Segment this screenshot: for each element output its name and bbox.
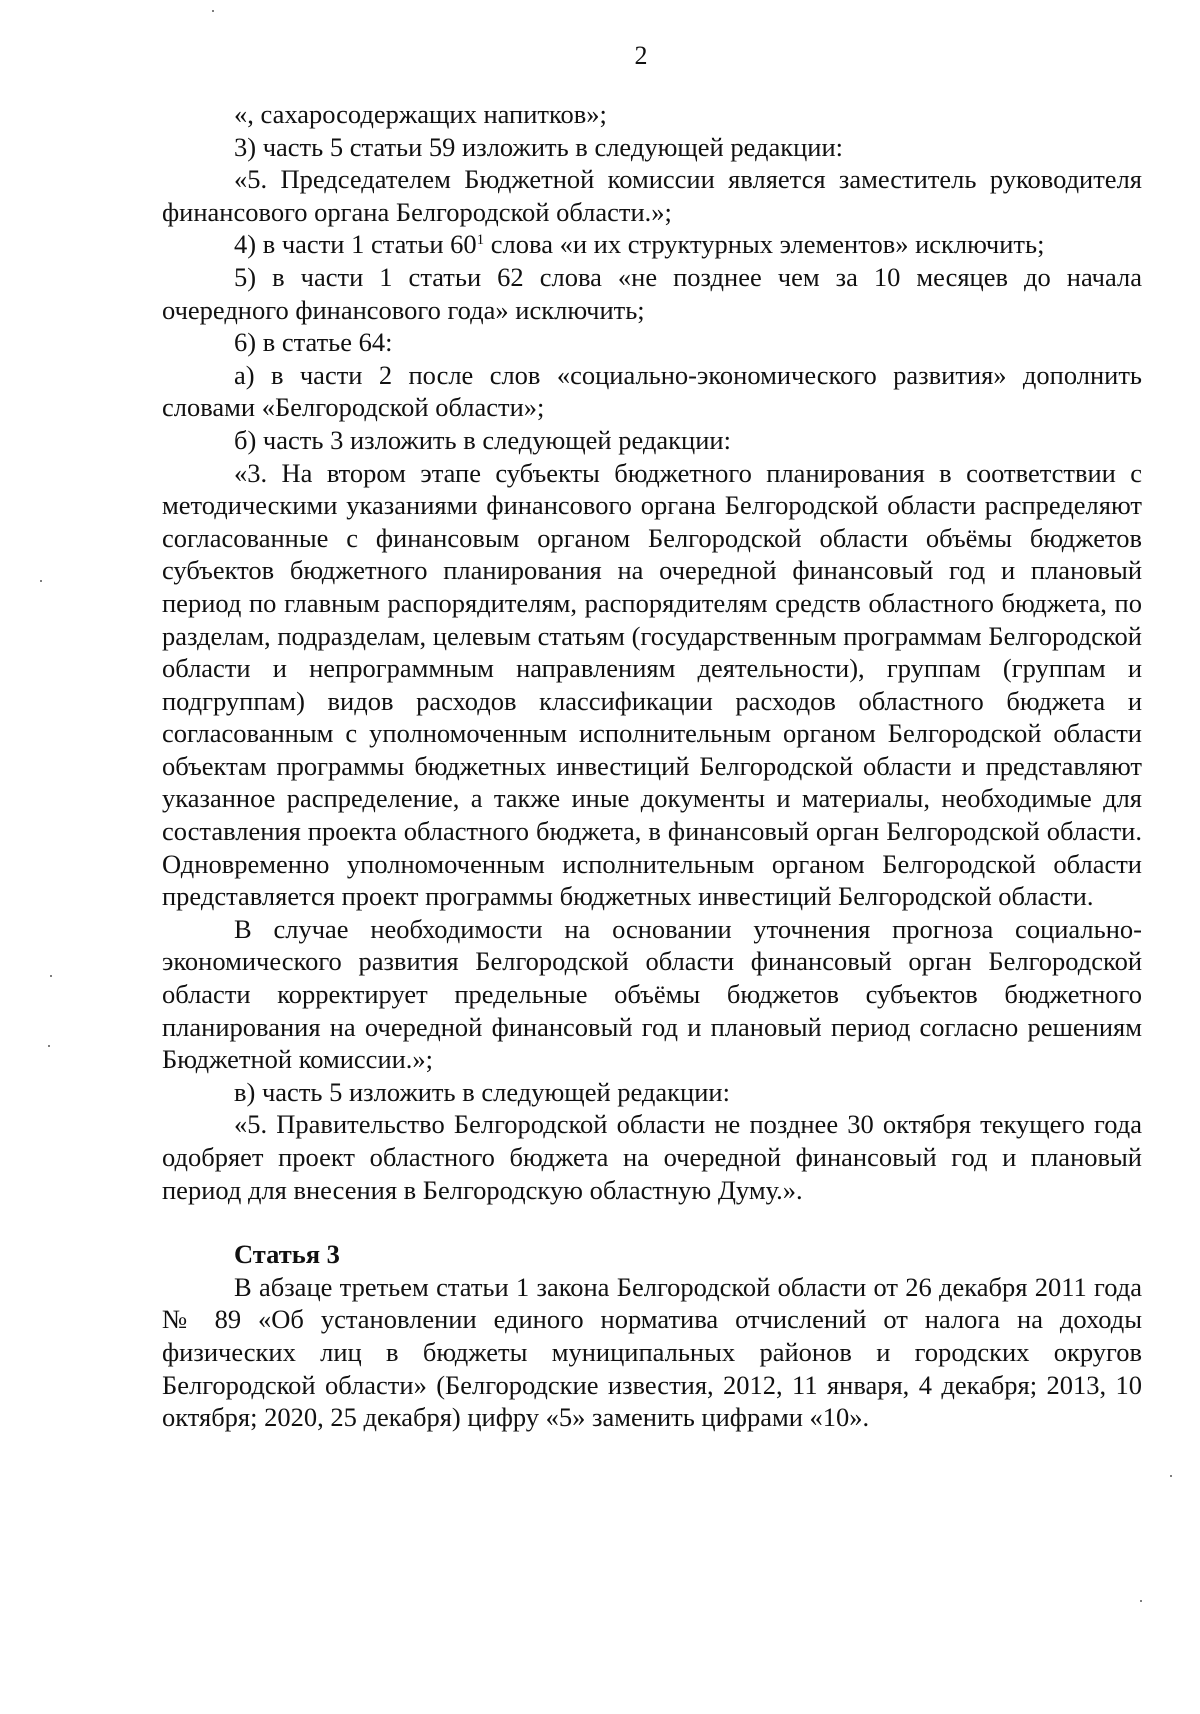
page-number: 2 — [634, 41, 648, 70]
scan-speck — [40, 580, 42, 582]
paragraph-item-6v: в) часть 5 изложить в следующей редакции: — [234, 1076, 730, 1107]
paragraph-item-4 — [162, 228, 1142, 261]
paragraph-article-3-text: В абзаце третьем статьи 1 закона Белгородской области от 26 декабря 2011 года № 89 «Об установлении единого норматива отчислений от налога на доходы физических лиц в бюджеты муниципальных районов и городских округов Белгородской области» (Белгородские известия, 2012, 11 января, 4 декабря; 2013, 10 октября; 2020, 25 декабря) цифру «5» заменить цифрами «10». — [162, 1271, 1142, 1433]
paragraph-part-3-text: «3. На втором этапе субъекты бюджетного планирования в соответствии с методическими указаниями финансового органа Белгородской области распределяют согласованные с финансовым органом Белгородской области объёмы бюджетов субъектов бюджетного планирования на очередной финансовый год и плановый период по главным распорядителям, распорядителям средств областного бюджета, по разделам, подразделам, целевым статьям (государственным программам Белгородской области и непрограммным направлениям деятельности), группам (группам и подгруппам) видов расходов классификации расходов областного бюджета и согласованным с уполномоченным исполнительным органом Белгородской области объектам программы бюджетных инвестиций Белгородской области и представляют указанное распределение, а также иные документы и материалы, необходимые для составления проекта областного бюджета, в финансовый орган Белгородской области. Одновременно уполномоченным исполнительным органом Белгородской области представляется проект программы бюджетных инвестиций Белгородской области. — [162, 457, 1142, 912]
scan-speck — [48, 1045, 50, 1047]
paragraph-item-6b: б) часть 3 изложить в следующей редакции: — [234, 424, 731, 455]
paragraph-part-5-government: «5. Правительство Белгородской области не позднее 30 октября текущего года одобряет проект областного бюджета на очередной финансовый год и плановый период для внесения в Белгородскую областную Думу.». — [162, 1109, 1142, 1205]
scan-speck — [1170, 1475, 1172, 1477]
paragraph-item-6a: а) в части 2 после слов «социально-экономического развития» дополнить словами «Белгородской области»; — [162, 359, 1142, 423]
scan-speck — [212, 10, 214, 12]
document-body — [162, 98, 1142, 1434]
article-3-heading: Статья 3 — [234, 1239, 340, 1270]
paragraph-sugar-drinks: «, сахаросодержащих напитков»; — [234, 99, 607, 129]
article-superscript: 1 — [476, 232, 485, 249]
paragraph-item-6: 6) в статье 64: — [234, 327, 393, 358]
paragraph-item-3: 3) часть 5 статьи 59 изложить в следующей редакции: — [234, 131, 844, 162]
paragraph-part-5-text: «5. Председателем Бюджетной комиссии является заместитель руководителя финансового органа Белгородской области.»; — [162, 164, 1142, 227]
scan-speck — [1140, 1600, 1142, 1602]
paragraph-correction-case: В случае необходимости на основании уточнения прогноза социально-экономического развития Белгородской области финансовый орган Белгородской области корректирует предельные объёмы бюджетов субъектов бюджетного планирования на очередной финансовый год и плановый период согласно решениям Бюджетной комиссии.»; — [162, 913, 1142, 1075]
scan-speck — [50, 975, 52, 977]
item-4-start: 4) в части 1 статьи 60 — [234, 229, 477, 260]
paragraph-item-5: 5) в части 1 статьи 62 слова «не позднее чем за 10 месяцев до начала очередного финансового года» исключить; — [162, 261, 1142, 325]
item-4-end: слова «и их структурных элементов» исключить; — [484, 229, 1045, 260]
